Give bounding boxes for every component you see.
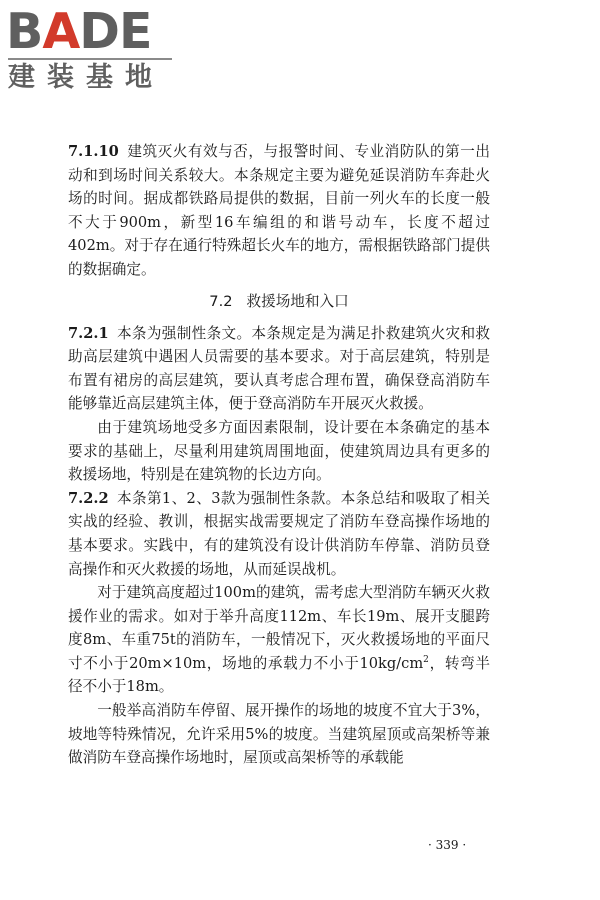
clause-7-2-1 — [68, 322, 490, 416]
clause-text: 建筑灭火有效与否，与报警时间、专业消防队的第一出动和到场时间关系较大。本条规定主要为避免延误消防车奔赴火场的时间。据成都铁路局提供的数据，目前一列火车的长度一般不大于900m，新型16车编组的和谐号动车，长度不超过402m。对于存在通行特殊超长火车的地方，需根据铁路部门提供的数据确定。 — [68, 143, 490, 278]
clause-number: 7.1.10 — [68, 143, 119, 160]
logo-chinese-name: 建装基地 — [8, 62, 164, 93]
section-heading-number: 7.2 — [209, 292, 233, 310]
section-heading-title: 救援场地和入口 — [246, 292, 349, 310]
logo-letter-b: B — [6, 3, 43, 60]
clause-number: 7.2.1 — [68, 324, 109, 342]
clause-7-1-10 — [68, 140, 490, 282]
superscript: 2 — [423, 655, 429, 666]
section-heading — [68, 290, 490, 314]
clause-7-2-1-paragraph-2: 由于建筑场地受多方面因素限制，设计要在本条确定的基本要求的基础上，尽量利用建筑周围地面，使建筑周边具有更多的救援场地，特别是在建筑物的长边方向。 — [68, 418, 490, 484]
logo-letters-de: DE — [79, 3, 152, 60]
clause-text: 本条第1、2、3款为强制性条款。本条总结和吸取了相关实战的经验、教训，根据实战需要规定了消防车登高操作场地的基本要求。实践中，有的建筑没有设计供消防车停靠、消防员登高操作和灭火救援的场地，从而延误战机。 — [68, 489, 490, 578]
paragraph-text: 对于建筑高度超过100m的建筑，需考虑大型消防车辆灭火救援作业的需求。如对于举升高度112m、车长19m、展开支腿跨度8m、车重75t的消防车，一般情况下，灭火救援场地的平面尺寸不小于20m×10m，场地的承载力不小于10kg/cm — [68, 584, 490, 672]
bade-logo — [6, 3, 176, 93]
clause-7-2-2-paragraph-3: 一般举高消防车停留、展开操作的场地的坡度不宜大于3%，坡地等特殊情况，允许采用5%的坡度。当建筑屋顶或高架桥等兼做消防车登高操作场地时，屋顶或高架桥等的承载能 — [68, 702, 490, 767]
document-body — [68, 140, 490, 770]
clause-number: 7.2.2 — [68, 489, 109, 507]
logo-wordmark — [6, 4, 151, 60]
logo-letter-a: A — [42, 3, 80, 60]
page-number: · 339 · — [428, 838, 467, 852]
clause-text: 本条为强制性条文。本条规定是为满足扑救建筑火灾和救助高层建筑中遇困人员需要的基本要求。对于高层建筑，特别是布置有裙房的高层建筑，要认真考虑合理布置，确保登高消防车能够靠近高层建筑主体，便于登高消防车开展灭火救援。 — [68, 324, 490, 413]
paragraph-text-end: ，转弯半径不小于18m。 — [68, 654, 490, 696]
clause-7-2-2 — [68, 487, 490, 581]
clause-7-2-2-paragraph-2 — [68, 581, 490, 699]
logo-divider — [8, 58, 172, 60]
